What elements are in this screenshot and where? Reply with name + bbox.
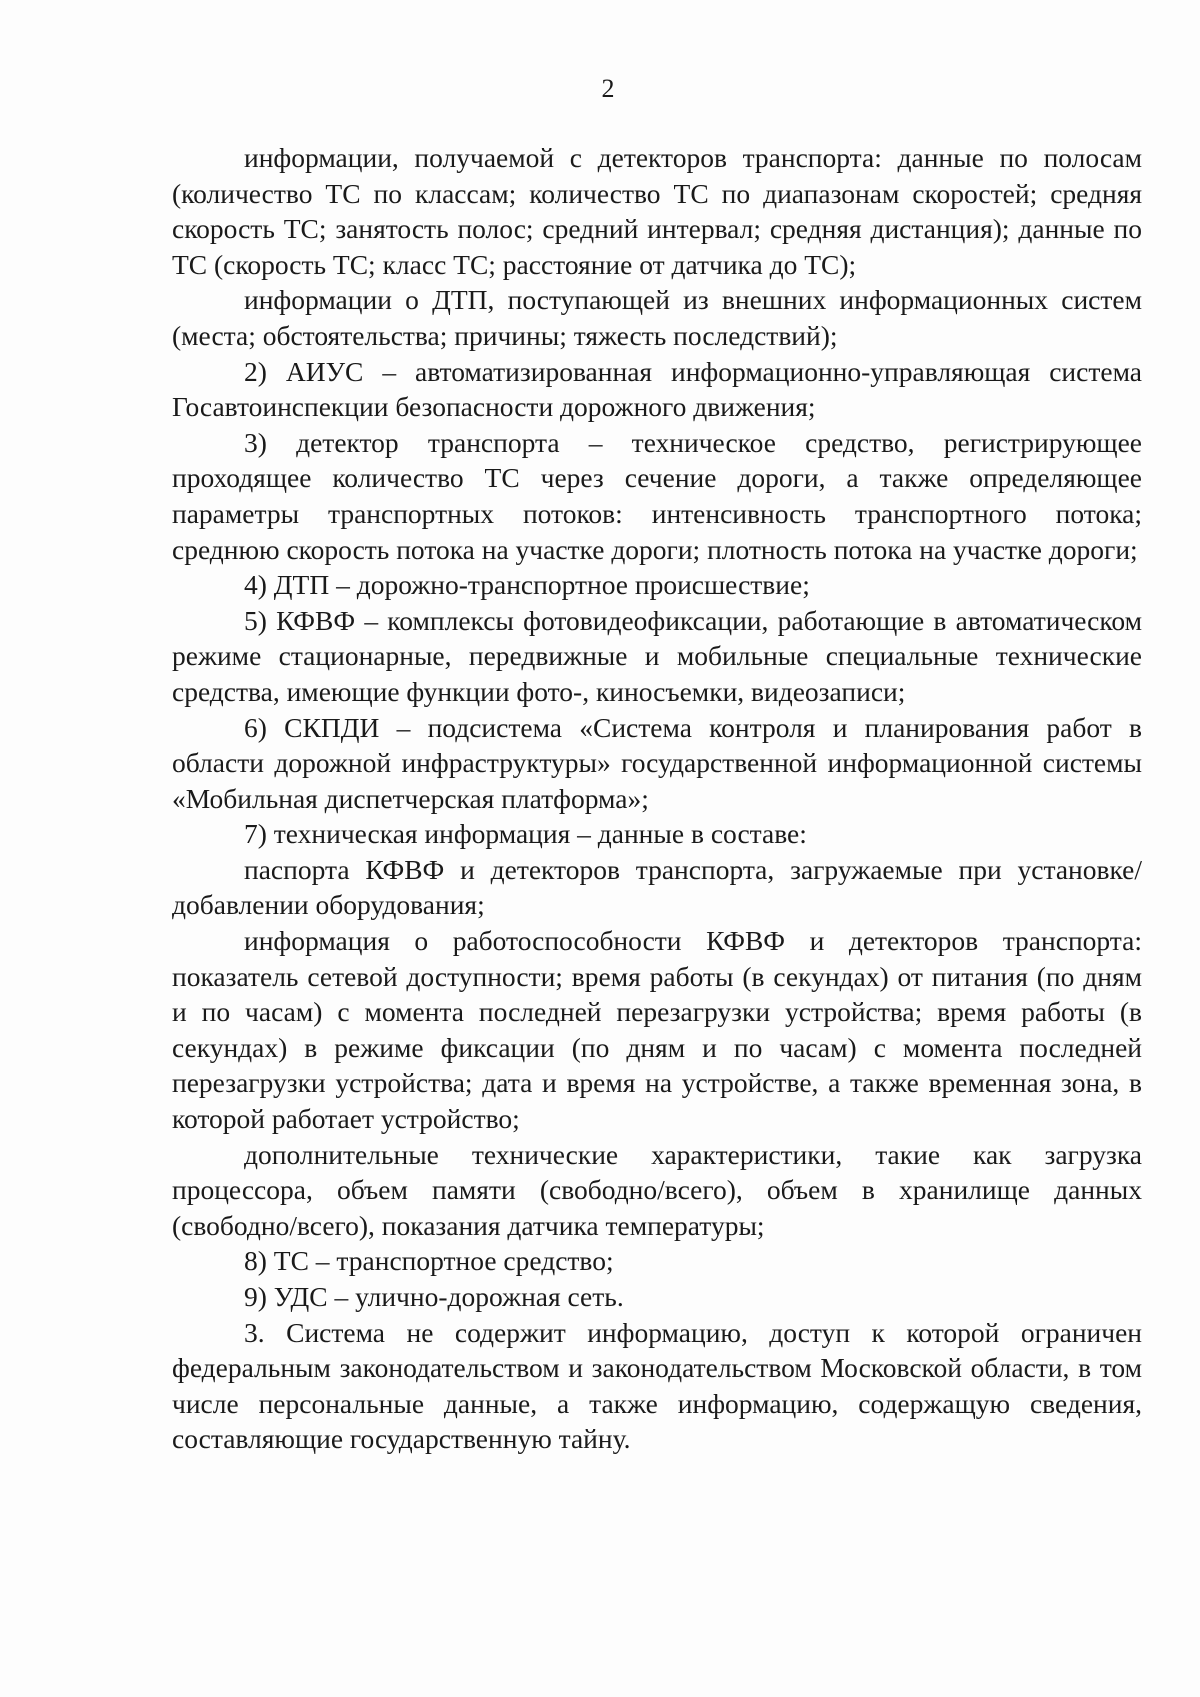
page-number: 2 [601, 74, 615, 103]
paragraph-kfvf: 5) КФВФ – комплексы фотовидеофиксации, работающие в автоматическом режиме стационарные, передвижные и мобильные специальные технические средства, имеющие функции фото-, киносъемки, видеозаписи; [172, 604, 1142, 707]
paragraph-ts: 8) ТС – транспортное средство; [244, 1245, 614, 1277]
paragraph-skpdi: 6) СКПДИ – подсистема «Система контроля и планирования работ в области дорожной инфраструктуры» государственной информационной системы «Мобильная диспетчерская платформа»; [172, 711, 1142, 814]
paragraph-uds: 9) УДС – улично-дорожная сеть. [244, 1281, 624, 1312]
paragraph-extra-characteristics: дополнительные технические характеристики, такие как загрузка процессора, объем памяти (свободно/всего), объем в хранилище данных (свободно/всего), показания датчика температуры; [172, 1138, 1142, 1241]
paragraph-dtp-info: информации о ДТП, поступающей из внешних информационных систем (места; обстоятельства; причины; тяжесть последствий); [172, 284, 1142, 351]
paragraph-technical-info: 7) техническая информация – данные в составе: [244, 818, 807, 850]
paragraph-aius: 2) АИУС – автоматизированная информационно-управляющая система Госавтоинспекции безопасности дорожного движения; [172, 355, 1142, 423]
paragraph-system-restrictions: 3. Система не содержит информацию, доступ к которой ограничен федеральным законодательством и законодательством Московской области, в том числе персональные данные, а также информацию, содержащую сведения, составляющие государственную тайну. [172, 1316, 1142, 1455]
document-body [172, 140, 1142, 1457]
paragraph-operability: информация о работоспособности КФВФ и детекторов транспорта: показатель сетевой доступности; время работы (в секундах) от питания (по дням и по часам) с момента последней перезагрузки устройства; время работы (в секундах) в режиме фиксации (по дням и по часам) с момента последней перезагрузки устройства; дата и время на устройстве, а также временная зона, в которой работает устройство; [172, 925, 1142, 1135]
paragraph-passports: паспорта КФВФ и детекторов транспорта, загружаемые при установке/добавлении оборудования; [172, 853, 1142, 921]
paragraph-detector-definition: 3) детектор транспорта – техническое средство, регистрирующее проходящее количество ТС через сечение дороги, а также определяющее параметры транспортных потоков: интенсивность транспортного потока; среднюю скорость потока на участке дороги; плотность потока на участке дороги; [172, 426, 1142, 565]
paragraph-detector-info: информации, получаемой с детекторов транспорта: данные по полосам (количество ТС по классам; количество ТС по диапазонам скоростей; средняя скорость ТС; занятость полос; средний интервал; средняя дистанция); данные по ТС (скорость ТС; класс ТС; расстояние от датчика до ТС); [172, 142, 1142, 280]
paragraph-dtp: 4) ДТП – дорожно-транспортное происшествие; [244, 569, 810, 601]
